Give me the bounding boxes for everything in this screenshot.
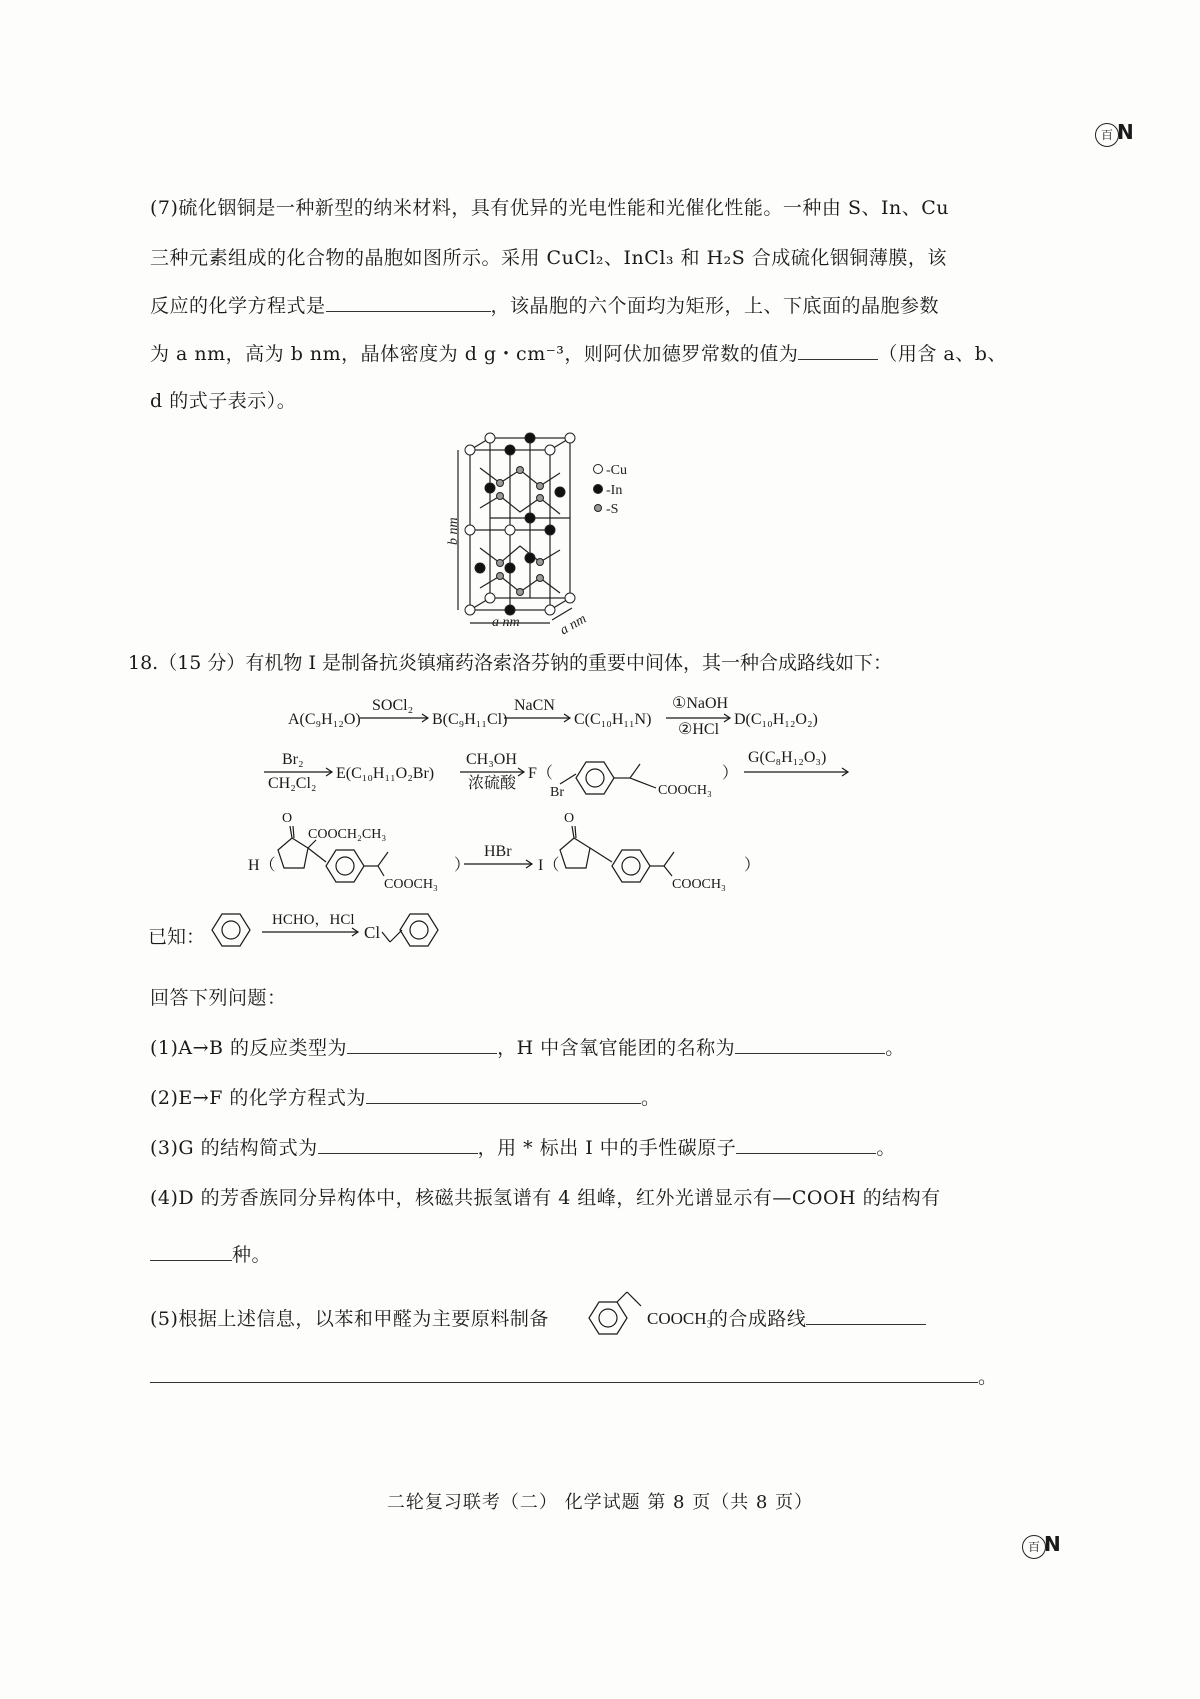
q18-part4: (4)D 的芳香族同分异构体中，核磁共振氢谱有 4 组峰，红外光谱显示有—COOH 的结构有 [150, 1187, 941, 1209]
p5-target-structure [585, 1290, 765, 1340]
i-oxygen: O [564, 811, 575, 826]
legend-in: -In [606, 483, 623, 498]
logo-letter: N [1117, 120, 1134, 144]
logo-circle: 百 [1095, 123, 1119, 147]
logo-top [1095, 120, 1134, 147]
p5-ester: COOCH₃ [647, 1309, 713, 1328]
q18-part3 [150, 1133, 896, 1160]
height-label: b nm [446, 517, 461, 545]
q18-p5a: (5)根据上述信息，以苯和甲醛为主要原料制备 [150, 1308, 549, 1330]
compound-a: A(C₉H₁₂O) [288, 711, 361, 728]
q18-intro: 18.（15 分）有机物 I 是制备抗炎镇痛药洛索洛芬钠的重要中间体，其一种合成路线如下： [128, 652, 893, 674]
answer-blank-avogadro[interactable] [798, 358, 878, 360]
h-ester-methyl: COOCH₃ [384, 877, 438, 892]
known-cl: Cl [364, 923, 381, 942]
q18-p3a: (3)G 的结构简式为 [150, 1137, 318, 1159]
reagent-ch2cl2: CH₂Cl₂ [268, 775, 317, 792]
reagent-hbr: HBr [484, 843, 512, 860]
reagent-br2: Br₂ [282, 751, 304, 768]
q18-part5-cont [150, 1362, 998, 1389]
width-label: a nm [492, 615, 520, 630]
i-ester: COOCH₃ [672, 877, 726, 892]
q17-7-line4b: （用含 a、b、 [878, 343, 1007, 365]
q18-p2a: (2)E→F 的化学方程式为 [150, 1087, 366, 1109]
q18-part2 [150, 1083, 660, 1110]
reagent-socl2: SOCl₂ [372, 697, 414, 714]
q18-p4b: 种。 [232, 1244, 272, 1266]
q17-7-line4a: 为 a nm，高为 b nm，晶体密度为 d g・cm⁻³，则阿伏加德罗常数的值为 [150, 343, 799, 365]
q18-part4-cont [150, 1240, 271, 1267]
q17-7-line3a: 反应的化学方程式是 [150, 295, 326, 317]
i-close: ） [744, 857, 761, 874]
answer-blank-equation[interactable] [326, 310, 491, 312]
answer-blank-5a[interactable] [806, 1323, 926, 1325]
q18-p3c: 。 [876, 1137, 896, 1159]
q18-part1 [150, 1033, 905, 1060]
compound-i-label: I（ [538, 857, 560, 874]
known-label: 已知： [148, 926, 206, 948]
f-ester: COOCH₃ [658, 783, 712, 798]
legend-cu: -Cu [606, 463, 627, 478]
answer-blank-3a[interactable] [318, 1152, 478, 1154]
logo-letter: N [1044, 1532, 1061, 1556]
q18-p1b: ，H 中含氧官能团的名称为 [497, 1037, 736, 1059]
compound-e: E(C₁₀H₁₁O₂Br) [336, 765, 435, 782]
answer-blank-5b[interactable] [150, 1381, 978, 1383]
depth-label: a nm [557, 611, 590, 639]
answer-blank-4[interactable] [150, 1259, 232, 1261]
q17-7-line5: d 的式子表示）。 [150, 390, 297, 412]
reagent-naoh: ①NaOH [672, 695, 729, 712]
legend-s: -S [606, 502, 619, 517]
f-br: Br [550, 785, 564, 800]
reagent-ch3oh: CH₃OH [466, 751, 517, 768]
reagent-h2so4: 浓硫酸 [468, 775, 517, 792]
compound-d: D(C₁₀H₁₂O₂) [734, 711, 818, 728]
answer-prompt: 回答下列问题： [150, 987, 287, 1009]
answer-blank-2[interactable] [366, 1102, 641, 1104]
q17-7-line3 [150, 291, 939, 318]
compound-f-label: F（ [528, 765, 553, 782]
q18-p5b: 的合成路线 [708, 1308, 807, 1330]
h-close: ） [454, 857, 471, 874]
compound-h-label: H（ [248, 857, 276, 874]
q18-p3b: ，用 * 标出 I 中的手性碳原子 [477, 1137, 737, 1159]
logo-bottom [1022, 1532, 1061, 1559]
q18-p2b: 。 [640, 1087, 661, 1109]
q18-p5c: 。 [978, 1366, 998, 1388]
logo-circle: 百 [1022, 1535, 1046, 1559]
q18-p1c: 。 [885, 1037, 905, 1059]
answer-blank-1a[interactable] [347, 1052, 497, 1054]
h-ester-ethyl: COOCH₂CH₃ [308, 827, 387, 842]
synthesis-route [248, 690, 900, 905]
answer-blank-1b[interactable] [735, 1052, 885, 1054]
reagent-hcl: ②HCl [678, 721, 720, 738]
compound-c: C(C₁₀H₁₁N) [574, 711, 652, 728]
crystal-cell-figure [440, 428, 660, 639]
q17-7-line4 [150, 339, 1007, 366]
q17-7-line3b: ，该晶胞的六个面均为矩形，上、下底面的晶胞参数 [490, 295, 940, 317]
compound-b: B(C₉H₁₁Cl) [432, 711, 508, 728]
answer-blank-3b[interactable] [736, 1152, 876, 1154]
q17-7-line1: (7)硫化铟铜是一种新型的纳米材料，具有优异的光电性能和光催化性能。一种由 S、In、Cu [150, 197, 949, 219]
reagent-nacn: NaCN [514, 697, 555, 714]
known-reagent: HCHO，HCl [272, 912, 355, 928]
h-oxygen: O [282, 811, 293, 826]
reagent-g: G(C₈H₁₂O₃) [748, 749, 827, 766]
q17-7-line2: 三种元素组成的化合物的晶胞如图所示。采用 CuCl₂、InCl₃ 和 H₂S 合成硫化铟铜薄膜，该 [150, 247, 947, 269]
known-reaction [210, 900, 470, 960]
q18-part5 [150, 1304, 926, 1331]
q18-p1a: (1)A→B 的反应类型为 [150, 1037, 348, 1059]
f-close: ） [722, 765, 739, 782]
page-footer: 二轮复习联考（二） 化学试题 第 8 页（共 8 页） [386, 1492, 814, 1513]
